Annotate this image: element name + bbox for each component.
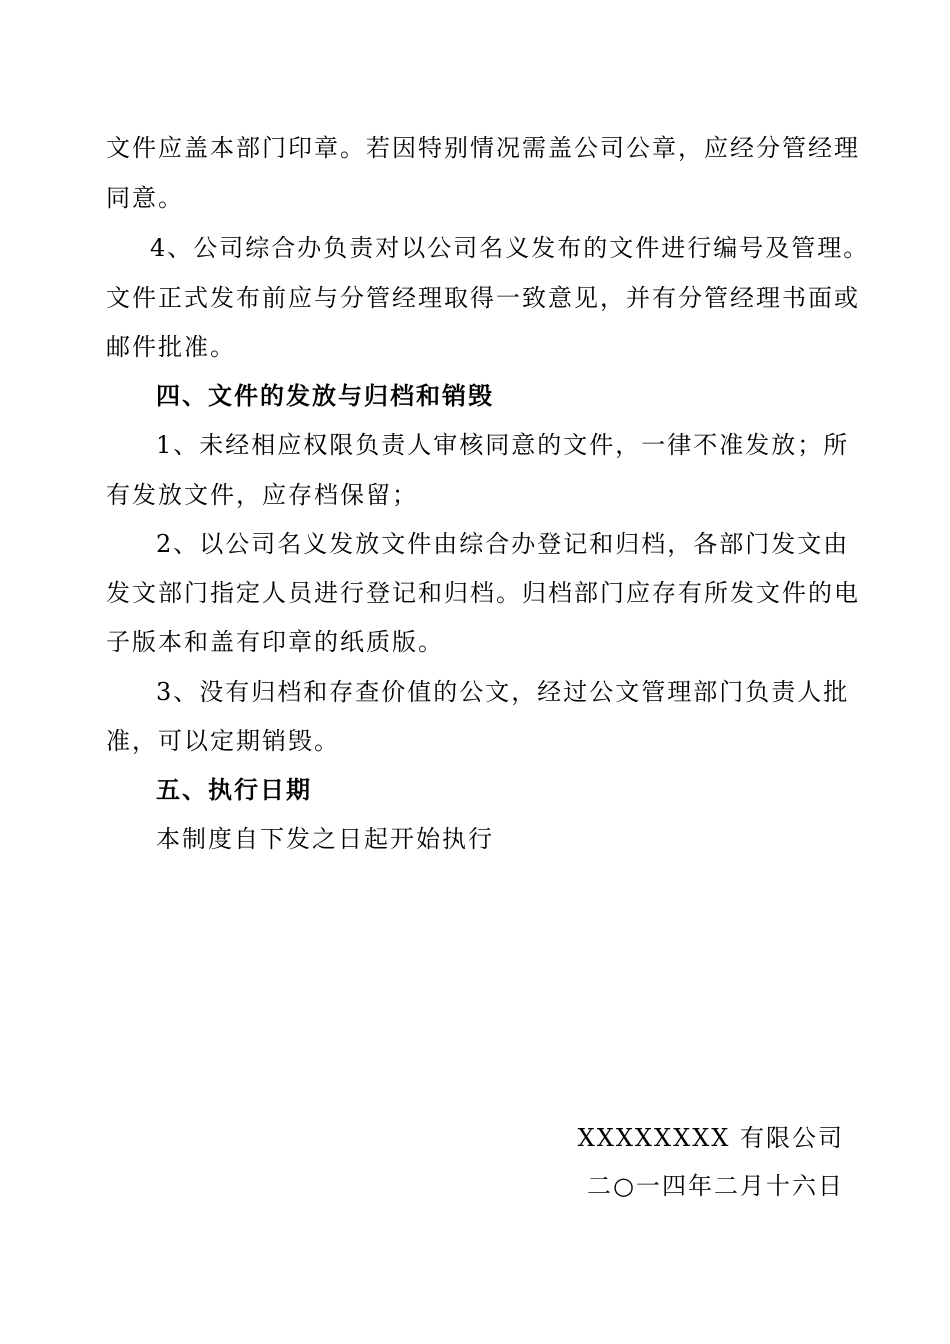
paragraph-line: 子版本和盖有印章的纸质版。 xyxy=(106,628,444,656)
signature-date: 二○一四年二月十六日 xyxy=(587,1172,844,1200)
paragraph-line: 准，可以定期销毁。 xyxy=(106,727,340,755)
paragraph-line: 2、以公司名义发放文件由综合办登记和归档，各部门发文由 xyxy=(156,530,850,558)
paragraph-line: 有发放文件，应存档保留； xyxy=(106,481,418,509)
paragraph-line: 文件应盖本部门印章。若因特别情况需盖公司公章，应经分管经理 xyxy=(106,134,860,162)
paragraph-line: 邮件批准。 xyxy=(106,333,236,361)
paragraph-line: 同意。 xyxy=(106,184,184,212)
paragraph-line: 4、公司综合办负责对以公司名义发布的文件进行编号及管理。 xyxy=(150,234,870,262)
section-heading: 五、执行日期 xyxy=(156,775,312,804)
paragraph-line: 3、没有归档和存查价值的公文，经过公文管理部门负责人批 xyxy=(156,678,850,706)
signature-company: XXXXXXXX 有限公司 xyxy=(577,1124,844,1152)
paragraph-line: 文件正式发布前应与分管经理取得一致意见，并有分管经理书面或 xyxy=(106,284,860,312)
paragraph-line: 本制度自下发之日起开始执行 xyxy=(156,825,494,853)
paragraph-line: 发文部门指定人员进行登记和归档。归档部门应存有所发文件的电 xyxy=(106,579,860,607)
section-heading: 四、文件的发放与归档和销毁 xyxy=(156,381,494,410)
paragraph-line: 1、未经相应权限负责人审核同意的文件，一律不准发放；所 xyxy=(156,431,850,459)
